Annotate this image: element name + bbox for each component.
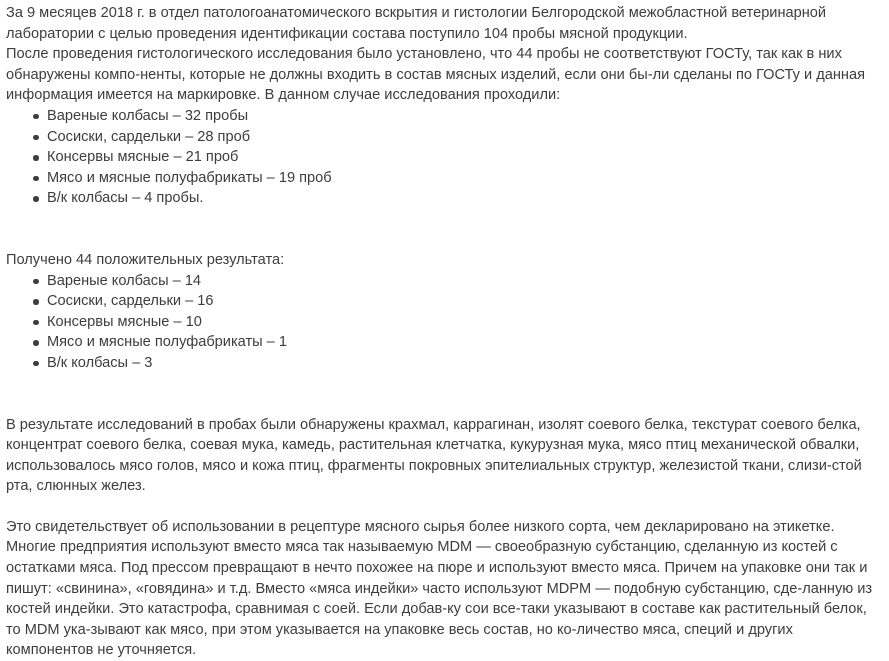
samples-list: [6, 106, 883, 209]
positive-results-heading: Получено 44 положительных результата:: [6, 251, 285, 268]
positive-results-list: [6, 271, 883, 374]
list-item: Сосиски, сардельки – 16: [47, 291, 883, 312]
list-item: В/к колбасы – 4 пробы.: [47, 188, 883, 209]
intro-paragraph: За 9 месяцев 2018 г. в отдел патологоанатомического вскрытия и гистологии Белгородской межобластной ветеринарной лаборатории с целью проведения идентификации состава поступило 104 пробы мясной продукции.: [6, 5, 827, 42]
list-item: Сосиски, сардельки – 28 проб: [47, 127, 883, 148]
list-item: Мясо и мясные полуфабрикаты – 19 проб: [47, 168, 883, 189]
spacer: [6, 374, 883, 415]
conclusion-paragraph: Это свидетельствует об использовании в рецептуре мясного сырья более низкого сорта, чем декларировано на этикетке. Многие предприятия используют вместо мяса так называемую MDM — своеобразную субстанцию, сделанную из костей с остатками мяса. Под прессом превращают в нечто похожее на пюре и используют вместо мяса. Причем на упаковке они так и пишут: «свинина», «говядина» и т.д. Вместо «мяса индейки» часто используют MDPM — подобную субстанцию, сде-ланную из костей индейки. Это катастрофа, сравнимая с соей. Если добав-ку сои все-таки указывают в составе как растительный белок, то MDM ука-зывают как мясо, при этом указывается на упаковке весь состав, но ко-личество мяса, специй и других компонентов не уточняется.: [6, 518, 873, 659]
list-item: Мясо и мясные полуфабрикаты – 1: [47, 332, 883, 353]
findings-paragraph: В результате исследований в пробах были обнаружены крахмал, каррагинан, изолят соевого белка, текстурат соевого белка, концентрат соевого белка, соевая мука, камедь, растительная клетчатка, кукурузная мука, мясо птиц механической обвалки, использовалось мясо голов, мясо и кожа птиц, фрагменты покровных эпителиальных структур, железистой ткани, слизи-стой рта, слюнных желез.: [6, 416, 862, 495]
list-item: Вареные колбасы – 32 пробы: [47, 106, 883, 127]
research-paragraph: После проведения гистологического исследования было установлено, что 44 пробы не соответствуют ГОСТу, так как в них обнаружены компо-ненты, которые не должны входить в состав мясных изделий, если они бы-ли сделаны по ГОСТу и данная информация имеется на маркировке. В данном случае исследования проходили:: [6, 46, 865, 104]
spacer: [6, 209, 883, 250]
spacer: [6, 497, 883, 517]
list-item: В/к колбасы – 3: [47, 353, 883, 374]
list-item: Вареные колбасы – 14: [47, 271, 883, 292]
list-item: Консервы мясные – 21 проб: [47, 147, 883, 168]
list-item: Консервы мясные – 10: [47, 312, 883, 333]
